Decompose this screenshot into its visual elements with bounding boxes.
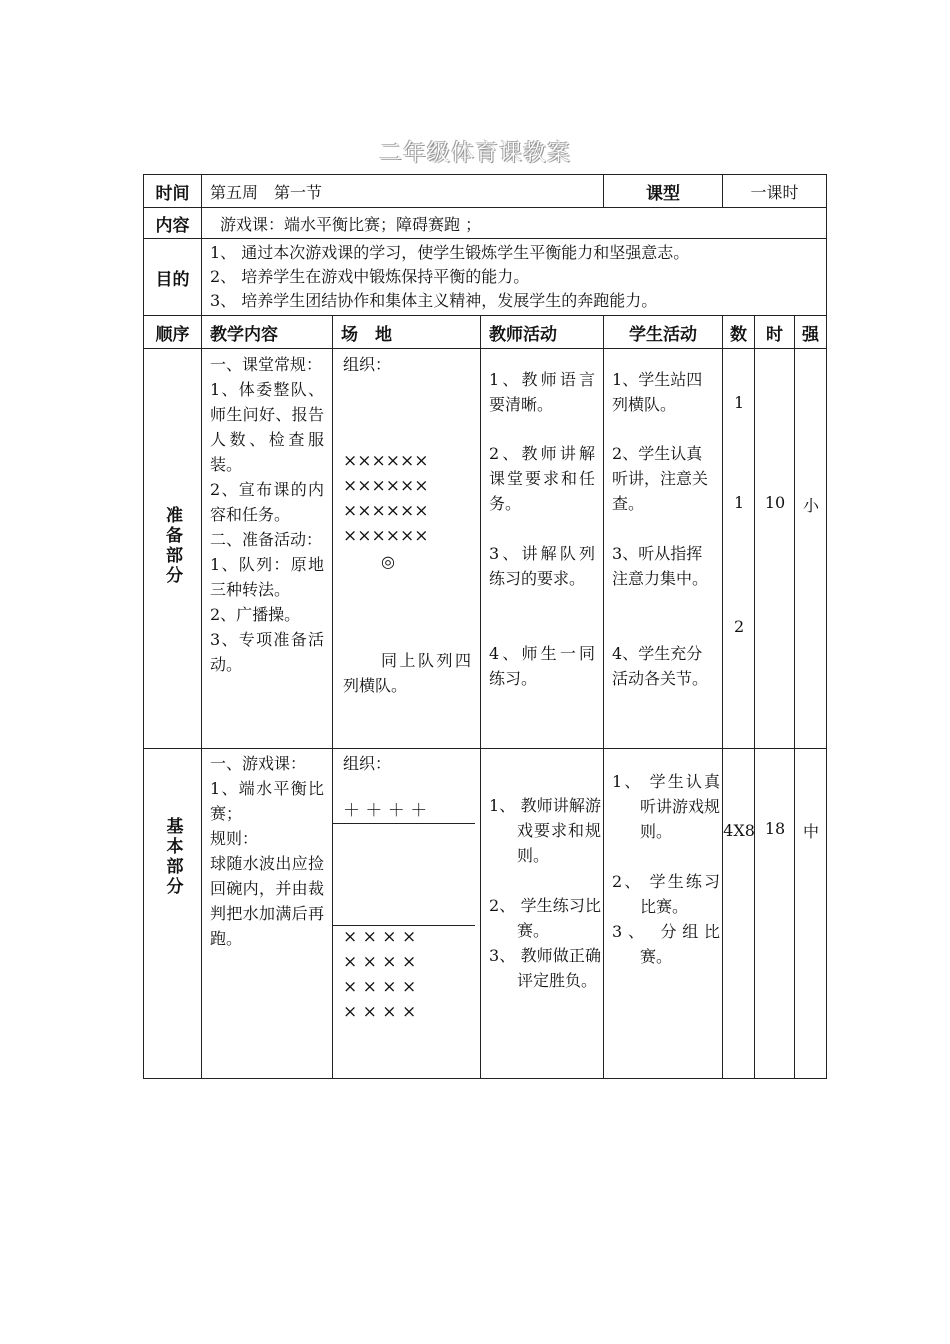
teacher-step: 1、 教师讲解游戏要求和规则。 [489, 796, 601, 865]
basic-section-text: 基本部分 [162, 817, 183, 897]
basic-row [144, 749, 827, 1079]
content-value: 游戏课：端水平衡比赛；障碍赛跑 ； [202, 208, 827, 239]
prep-count [723, 349, 755, 749]
teacher-step: 2、 学生练习比赛。 [489, 896, 601, 940]
team-row: × × × × [343, 927, 417, 947]
prep-venue [333, 349, 481, 749]
time-label: 时间 [144, 175, 202, 208]
basic-venue-org: 组织： [343, 754, 392, 773]
team-row: × × × × [343, 952, 417, 972]
teacher-step: 3、 教师做正确评定胜负。 [489, 946, 601, 990]
formation-row: ×××××× [343, 476, 429, 496]
col-teacher: 教师活动 [481, 316, 604, 349]
student-step: 4、学生充分活动各关节。 [612, 644, 709, 688]
student-step: 2、学生认真听讲，注意关查。 [612, 444, 709, 513]
time-value-cell: 18 [764, 819, 786, 838]
col-order: 顺序 [144, 316, 202, 349]
count-value: 4X8 [723, 821, 755, 840]
team-row: × × × × [343, 1002, 417, 1022]
time-value: 第五周 第一节 [202, 175, 604, 208]
start-markers: ＋ ＋ ＋ ＋ [343, 801, 428, 821]
student-step: 3、听从指挥注意力集中。 [612, 544, 709, 588]
goal-row [144, 239, 827, 316]
student-step: 3、 分组比赛。 [612, 922, 721, 966]
basic-student-activity [604, 749, 723, 1079]
col-intensity: 强 [795, 316, 827, 349]
prep-row [144, 349, 827, 749]
prep-section-text: 准备部分 [162, 506, 182, 586]
goal-label: 目的 [144, 239, 202, 316]
goal-item: 1、 通过本次游戏课的学习，使学生锻炼学生平衡能力和坚强意志。 [210, 243, 690, 262]
goal-item: 3、 培养学生团结协作和集体主义精神，发展学生的奔跑能力。 [210, 291, 658, 310]
team-row: × × × × [343, 977, 417, 997]
prep-intensity [795, 349, 827, 749]
intensity-value: 小 [803, 496, 820, 515]
prep-content: 一、课堂常规： 1、体委整队、师生问好、报告人数、检查服装。 2、宣布课的内容和任务。 二、准备活动： 1、队列：原地三种转法。 2、广播操。 3、专项准备活动。 [202, 349, 333, 749]
prep-student-activity [604, 349, 723, 749]
prep-venue-note: 同上队列四列横队。 [343, 651, 471, 695]
basic-intensity [795, 749, 827, 1079]
formation-row: ×××××× [343, 526, 429, 546]
prep-venue-org: 组织： [343, 355, 392, 374]
teacher-position-mark: ◎ [381, 552, 395, 571]
teacher-step: 4、师生一同练习。 [489, 644, 595, 688]
student-step: 2、 学生练习比赛。 [612, 872, 721, 916]
col-content: 教学内容 [202, 316, 333, 349]
teacher-step: 2、教师讲解课堂要求和任务。 [489, 444, 595, 513]
basic-section-label [144, 749, 202, 1079]
col-student: 学生活动 [604, 316, 723, 349]
count-value: 1 [733, 393, 745, 412]
col-venue: 场 地 [333, 316, 481, 349]
time-row [144, 175, 827, 208]
formation-row: ×××××× [343, 501, 429, 521]
start-line [333, 823, 475, 824]
prep-section-label [144, 349, 202, 749]
time-value-cell: 10 [764, 493, 786, 512]
teacher-step: 3、讲解队列练习的要求。 [489, 544, 595, 588]
column-header-row [144, 316, 827, 349]
student-step: 1、学生站四列横队。 [612, 370, 703, 414]
content-label: 内容 [144, 208, 202, 239]
type-label: 课型 [604, 175, 723, 208]
goal-item: 2、 培养学生在游戏中锻炼保持平衡的能力。 [210, 267, 530, 286]
prep-time [755, 349, 795, 749]
basic-teacher-activity [481, 749, 604, 1079]
type-value: 一课时 [723, 175, 827, 208]
count-value: 1 [733, 493, 745, 512]
teacher-step: 1、教师语言要清晰。 [489, 370, 595, 414]
goal-list [202, 239, 827, 316]
intensity-value: 中 [803, 822, 820, 841]
page-title: 二年级体育课教案 [379, 140, 571, 166]
basic-count [723, 749, 755, 1079]
count-value: 2 [733, 617, 745, 636]
formation-row: ×××××× [343, 451, 429, 471]
content-row [144, 208, 827, 239]
basic-time [755, 749, 795, 1079]
student-step: 1、 学生认真听讲游戏规则。 [612, 772, 721, 841]
basic-venue [333, 749, 481, 1079]
lesson-plan-table [143, 174, 827, 1079]
col-time: 时 [755, 316, 795, 349]
basic-content: 一、游戏课： 1、端水平衡比赛； 规则： 球随水波出应捡回碗内，并由裁判把水加满后再跑。 [202, 749, 333, 1079]
col-count: 数 [723, 316, 755, 349]
prep-teacher-activity [481, 349, 604, 749]
